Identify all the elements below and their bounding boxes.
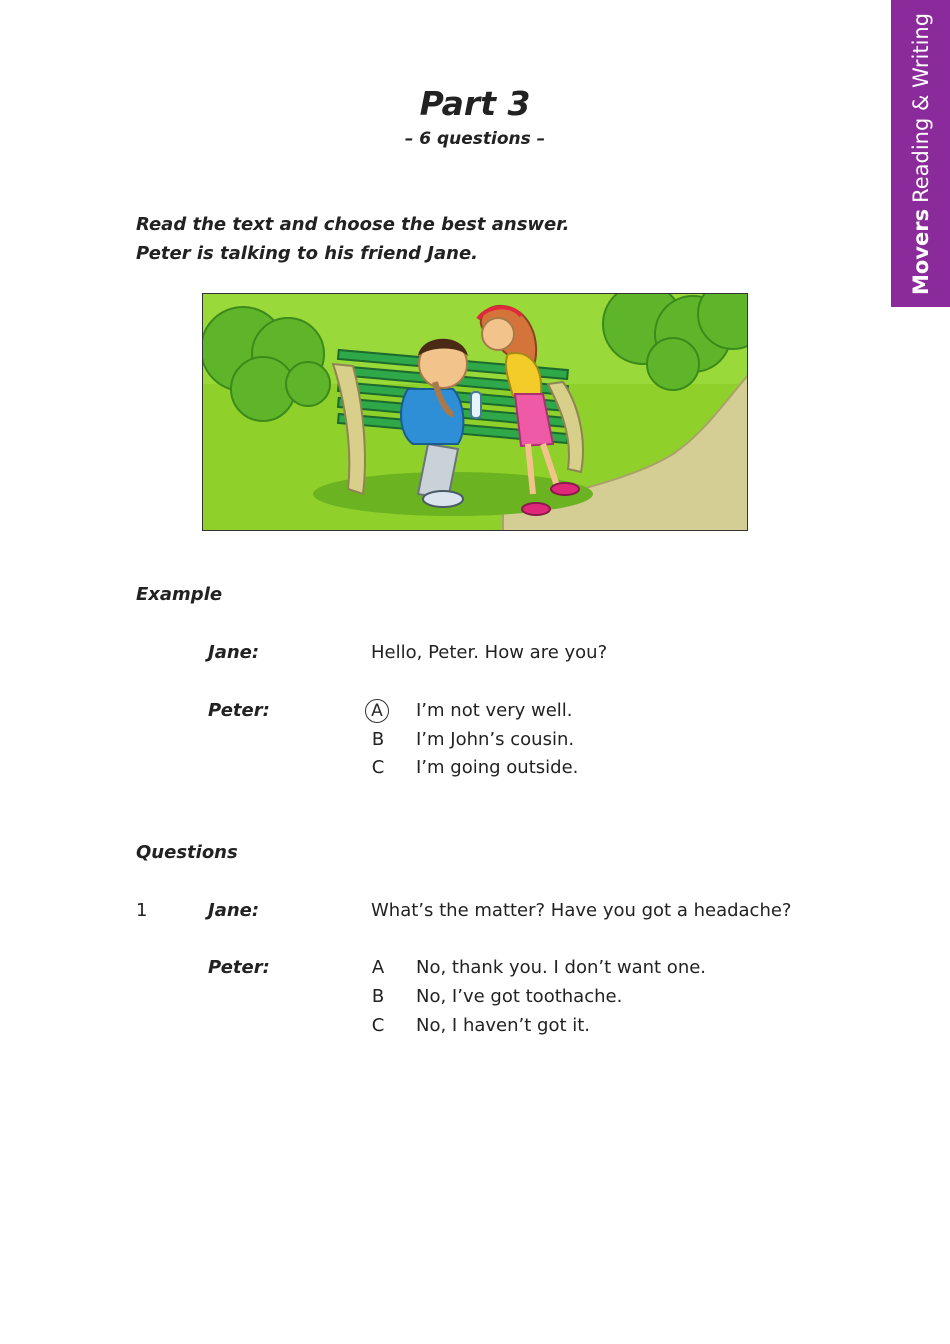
question-1-number: 1 [136,900,148,921]
question-1-option-a-text: No, thank you. I don’t want one. [416,957,707,978]
park-illustration [202,293,748,531]
example-option-a-letter-circled: A [365,699,389,723]
question-1-peter-label: Peter: [208,957,270,978]
example-option-b-text: I’m John’s cousin. [416,729,575,750]
question-1-jane-line: What’s the matter? Have you got a headache? [371,900,792,921]
page-subtitle: – 6 questions – [404,129,546,149]
example-option-a-text: I’m not very well. [416,700,573,721]
instruction-line-1: Read the text and choose the best answer. [136,214,570,235]
side-tab-text [909,12,933,294]
example-heading: Example [136,584,223,605]
example-option-b-letter: B [371,729,385,750]
questions-heading: Questions [136,842,238,863]
example-option-c-letter: C [371,757,385,778]
question-1-option-c-text: No, I haven’t got it. [416,1015,591,1036]
example-peter-label: Peter: [208,700,270,721]
example-jane-line: Hello, Peter. How are you? [371,642,608,663]
question-1-option-a-letter[interactable]: A [371,957,385,978]
level-label: Movers [908,208,933,295]
example-option-c-text: I’m going outside. [416,757,579,778]
paper-label: Reading & Writing [908,12,933,203]
example-jane-label: Jane: [208,642,260,663]
question-1-option-b-text: No, I’ve got toothache. [416,986,623,1007]
question-1-option-c-letter[interactable]: C [371,1015,385,1036]
park-scene-svg [203,294,748,531]
question-1-option-b-letter[interactable]: B [371,986,385,1007]
instruction-line-2: Peter is talking to his friend Jane. [136,243,479,264]
question-1-jane-label: Jane: [208,900,260,921]
water-bottle [471,392,481,418]
side-tab [891,0,950,307]
page-title: Part 3 [419,84,531,123]
